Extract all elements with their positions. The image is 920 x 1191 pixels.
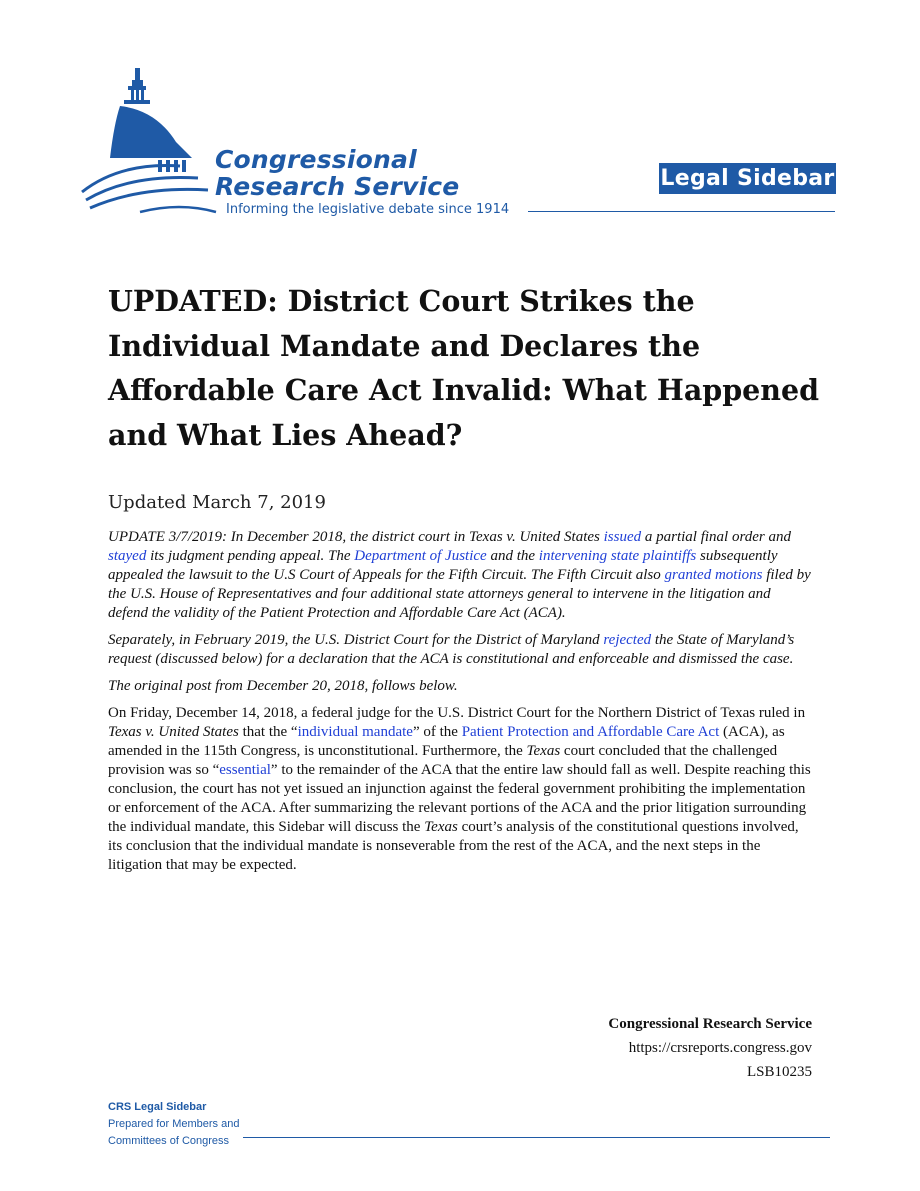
link-patient-protection-aca[interactable]: Patient Protection and Affordable Care Act [461,724,720,740]
link-rejected[interactable]: rejected [603,632,652,648]
link-intervening-state-plaintiffs[interactable]: intervening state plaintiffs [538,548,697,564]
footer-url[interactable]: https://crsreports.congress.gov [628,1040,812,1056]
link-granted-motions[interactable]: granted motions [664,567,763,583]
tagline-divider [528,211,835,212]
original-post-note: The original post from December 20, 2018, follows below. [108,678,458,694]
footer-divider [243,1137,830,1138]
link-stayed[interactable]: stayed [108,548,147,564]
document-body [108,528,814,883]
link-individual-mandate[interactable]: individual mandate [297,724,413,740]
footer-org: Congressional Research Service [608,1016,812,1032]
update-paragraph: UPDATE 3/7/2019: In December 2018, the district court in Texas v. United States issued a partial final order and stayed its judgment pending appeal. The Department of Justice and the intervening state plaintiffs subsequently appealed the lawsuit to the U.S Court of Appeals for the Fifth Circuit. The Fifth Circuit also granted motions filed by the U.S. House of Representatives and four additional state attorneys general to intervene in the litigation and defend the validity of the Patient Protection and Affordable Care Act (ACA). [108,529,811,621]
link-issued[interactable]: issued [603,529,642,545]
legal-sidebar-badge: Legal Sidebar [659,163,836,194]
org-name-line2: Research Service [215,172,460,201]
updated-date: Updated March 7, 2019 [108,492,326,513]
footer-series-label [108,1099,239,1150]
org-name [215,146,459,200]
link-department-of-justice[interactable]: Department of Justice [354,548,487,564]
link-essential[interactable]: essential [219,762,271,778]
footer-series-title: CRS Legal Sidebar [108,1101,207,1113]
footer-report-id: LSB10235 [746,1064,812,1080]
org-name-line1: Congressional [215,145,417,174]
footer-series-line3: Committees of Congress [108,1135,230,1147]
maryland-paragraph: Separately, in February 2019, the U.S. District Court for the District of Maryland rejected the State of Maryland’s request (discussed below) for a declaration that the ACA is constitutional and enforceable and dismissed the case. [108,632,795,667]
document-title: UPDATED: District Court Strikes the Individual Mandate and Declares the Affordable Care Act Invalid: What Happened and What Lies Ahead? [108,284,820,452]
main-paragraph: On Friday, December 14, 2018, a federal judge for the U.S. District Court for the Northern District of Texas ruled in Texas v. United States that the “individual mandate” of the Patient Protection and Affordable Care Act (ACA), as amended in the 115th Congress, is unconstitutional. Furthermore, the Texas court concluded that the challenged provision was so “essential” to the remainder of the ACA that the entire law should fall as well. Despite reaching this conclusion, the court has not yet issued an injunction against the federal government prohibiting the implementation or enforcement of the ACA. After summarizing the relevant portions of the ACA and the prior litigation surrounding the individual mandate, this Sidebar will discuss the Texas court’s analysis of the constitutional questions involved, its conclusion that the individual mandate is nonseverable from the rest of the ACA, and the next steps in the litigation that may be expected. [108,705,811,873]
footer-series-line2: Prepared for Members and [108,1118,240,1130]
org-tagline: Informing the legislative debate since 1914 [226,202,510,217]
footer-citation [608,1012,812,1084]
